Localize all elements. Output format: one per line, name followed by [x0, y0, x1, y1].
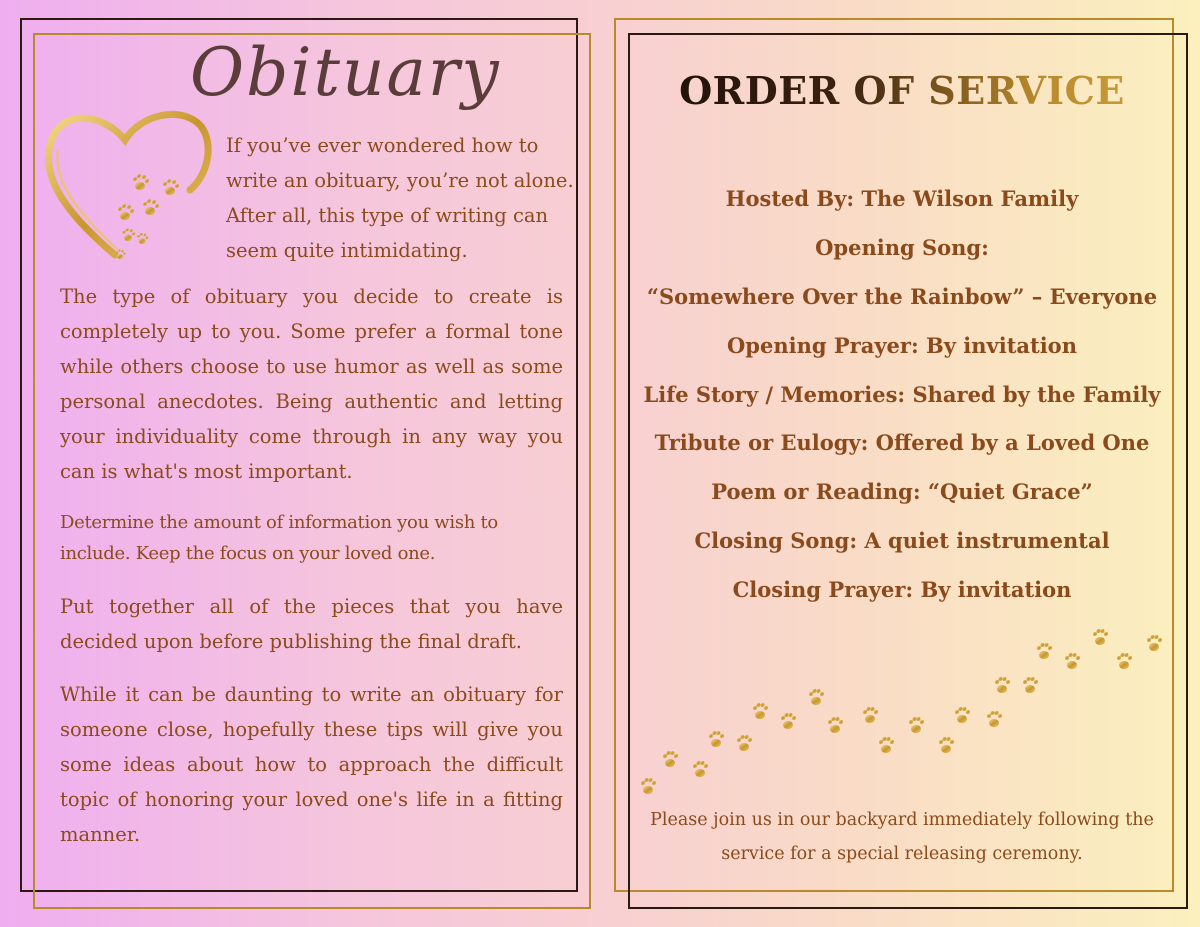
service-item: Opening Song: [815, 234, 989, 260]
service-item: Hosted By: The Wilson Family [725, 186, 1079, 211]
order-of-service-title: ORDER OF SERVICE [628, 68, 1176, 113]
obituary-paragraph-3: Put together all of the pieces that you have decided upon before publishing the final draft. [60, 595, 563, 653]
obituary-paragraph-4: While it can be daunting to write an obituary for someone close, hopefully these tips will give you some ideas about how to approach the difficult topic of honoring your loved one's life in a fitting manner. [60, 683, 563, 846]
service-item: Closing Song: A quiet instrumental [694, 528, 1110, 554]
obituary-paragraph-1: The type of obituary you decide to create is completely up to you. Some prefer a formal tone while others choose to use humor as well as some personal anecdotes. Being authentic and letting your individuality come through in any way you can is what's most important. [60, 285, 563, 483]
service-item: Life Story / Memories: Shared by the Family [643, 381, 1161, 407]
closing-note: Please join us in our backyard immediately following the service for a special releasing ceremony. [650, 810, 1154, 864]
service-item: Opening Prayer: By invitation [727, 332, 1077, 358]
service-items-list [628, 178, 1176, 618]
service-item: “Somewhere Over the Rainbow” – Everyone [646, 283, 1158, 309]
gold-heart-paw-icon [40, 105, 220, 265]
service-item: Poem or Reading: “Quiet Grace” [711, 479, 1093, 505]
obituary-intro: If you’ve ever wondered how to write an obituary, you’re not alone. After all, this type of writing can seem quite intimidating. [226, 134, 574, 262]
service-item: Closing Prayer: By invitation [732, 577, 1072, 603]
obituary-paragraph-2: Determine the amount of information you wish to include. Keep the focus on your loved one. [60, 512, 498, 564]
obituary-title: Obituary [190, 34, 501, 111]
paw-trail-icon [630, 620, 1175, 800]
service-item: Tribute or Eulogy: Offered by a Loved One [654, 430, 1150, 456]
